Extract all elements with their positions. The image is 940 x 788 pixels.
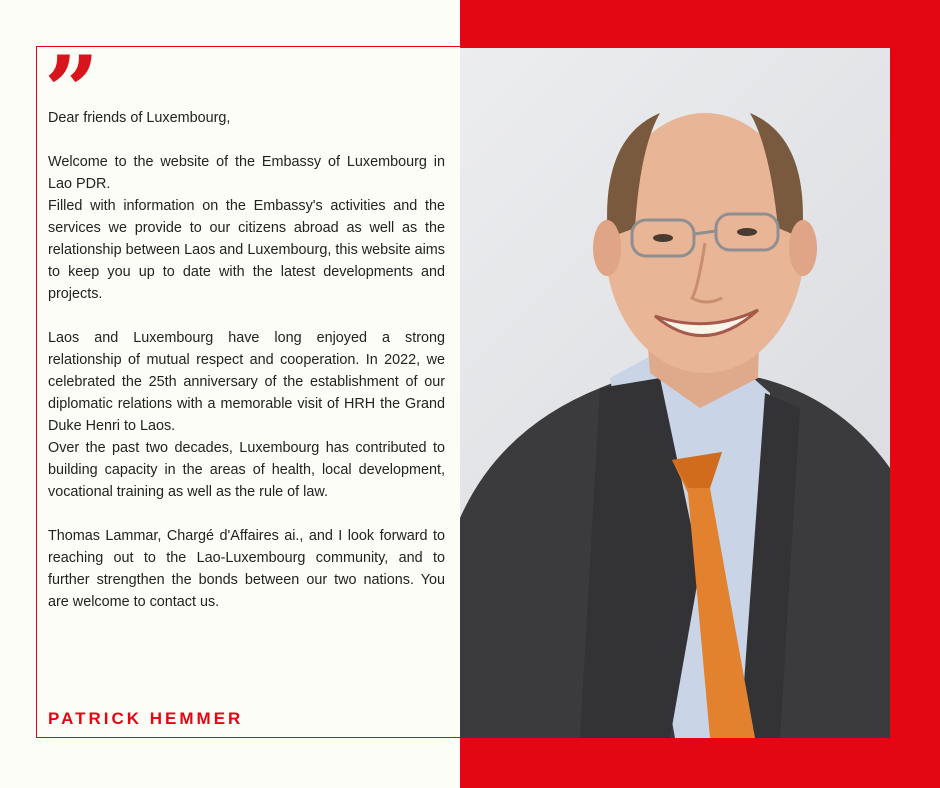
paragraph-closing: Thomas Lammar, Chargé d'Affaires ai., and I look forward to reaching out to the Lao-Luxembourg community, and to further strengthen the bonds between our two nations. You are welcome to contact us. xyxy=(48,528,445,610)
portrait-illustration xyxy=(460,48,890,738)
paragraph-relationship: Laos and Luxembourg have long enjoyed a strong relationship of mutual respect and cooperation. In 2022, we celebrated the 25th anniversary of the establishment of our diplomatic relations with a memorable visit of HRH the Grand Duke Henri to Laos. xyxy=(48,330,445,434)
paragraph-welcome: Welcome to the website of the Embassy of Luxembourg in Lao PDR. xyxy=(48,154,445,192)
ambassador-portrait xyxy=(460,48,890,738)
signature-name: PATRICK HEMMER xyxy=(48,709,244,728)
letter-body xyxy=(48,107,445,613)
quote-mark-icon: ” xyxy=(44,35,92,148)
paragraph-info: Filled with information on the Embassy's activities and the services we provide to our citizens abroad as well as the relationship between Laos and Luxembourg, this website aims to keep you up to date with the latest developments and projects. xyxy=(48,198,445,302)
paragraph-contribution: Over the past two decades, Luxembourg has contributed to building capacity in the areas of health, local development, vocational training as well as the rule of law. xyxy=(48,440,445,500)
greeting: Dear friends of Luxembourg, xyxy=(48,110,231,126)
